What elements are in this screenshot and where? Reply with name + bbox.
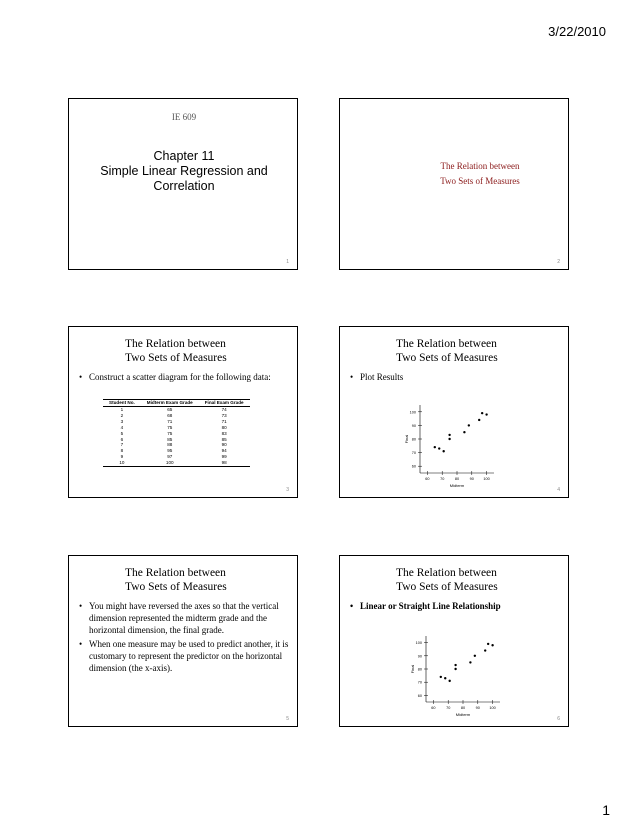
slide-2 xyxy=(339,98,569,270)
data-point xyxy=(440,676,442,678)
slide-4 xyxy=(339,326,569,498)
x-tick-label: 60 xyxy=(425,477,430,481)
data-point xyxy=(442,450,444,452)
table-cell: 5 xyxy=(120,430,124,436)
table-cell: 9 xyxy=(120,454,124,460)
data-point xyxy=(478,419,480,421)
table-cell: 2 xyxy=(120,412,124,418)
data-point xyxy=(463,431,465,433)
bullet-item: • When one measure may be used to predict another, it is customary to represent the predictor on the horizontal dimension (the x-axis). xyxy=(79,638,291,674)
y-tick-label: 80 xyxy=(417,667,422,672)
data-point xyxy=(454,664,456,666)
table-cell: 85 xyxy=(167,436,173,442)
x-tick-label: 100 xyxy=(483,477,490,481)
table-header: Midterm Exam Grade xyxy=(141,400,199,407)
bullet-item: • Construct a scatter diagram for the following data: xyxy=(79,371,291,383)
slide-number: 2 xyxy=(557,259,560,265)
y-tick-label: 100 xyxy=(415,641,422,646)
y-tick-label: 70 xyxy=(411,451,416,456)
table-cell: 85 xyxy=(221,436,227,442)
y-tick-label: 60 xyxy=(411,464,416,469)
grades-table xyxy=(103,399,250,467)
slide-6 xyxy=(339,555,569,727)
page-number: 1 xyxy=(602,802,610,818)
table-cell: 73 xyxy=(221,412,227,418)
table-cell: 4 xyxy=(120,424,124,430)
table-cell: 1 xyxy=(120,407,124,412)
table-cell: 71 xyxy=(221,418,227,424)
table-cell: 98 xyxy=(199,460,250,466)
x-axis-label: Midterm xyxy=(449,483,465,488)
bullet-list xyxy=(79,371,291,385)
table-cell: 6 xyxy=(120,436,124,442)
x-tick-label: 90 xyxy=(475,706,480,710)
data-point xyxy=(448,438,450,440)
bullet-item: • Linear or Straight Line Relationship xyxy=(350,600,562,612)
bullet-list xyxy=(350,371,562,385)
x-tick-label: 80 xyxy=(454,477,460,481)
data-point xyxy=(448,680,450,682)
y-tick-label: 90 xyxy=(411,423,416,428)
y-tick-label: 60 xyxy=(417,693,422,698)
slide-number: 6 xyxy=(557,716,560,722)
slide-1 xyxy=(68,98,298,270)
table-row xyxy=(103,460,250,466)
bullet-list xyxy=(350,600,562,614)
data-point xyxy=(484,649,486,651)
x-tick-label: 70 xyxy=(440,477,445,481)
x-tick-label: 80 xyxy=(460,706,466,710)
slide-5 xyxy=(68,555,298,727)
table-cell: 95 xyxy=(167,448,173,454)
table-cell: 65 xyxy=(167,407,173,412)
x-tick-label: 100 xyxy=(489,706,496,710)
slide-title: The Relation between Two Sets of Measures xyxy=(396,338,498,364)
data-point xyxy=(474,655,476,657)
table-cell: 71 xyxy=(167,418,173,424)
table-header: Final Exam Grade xyxy=(199,400,250,407)
slide-number: 5 xyxy=(286,716,289,722)
x-tick-label: 60 xyxy=(431,706,436,710)
data-point xyxy=(491,644,493,646)
y-tick-label: 90 xyxy=(417,654,422,659)
chapter-title: Chapter 11 Simple Linear Regression and Correlation xyxy=(100,149,268,193)
data-point xyxy=(487,643,489,645)
data-point xyxy=(454,668,456,670)
table-cell: 10 xyxy=(103,460,141,466)
data-point xyxy=(469,661,471,663)
table-cell: 83 xyxy=(221,430,227,436)
table-cell: 100 xyxy=(141,460,199,466)
course-code: IE 609 xyxy=(171,112,197,122)
table-cell: 75 xyxy=(167,430,173,436)
y-tick-label: 100 xyxy=(409,410,416,415)
data-point xyxy=(448,434,450,436)
scatter-plot xyxy=(408,630,508,720)
data-point xyxy=(444,677,446,679)
y-axis-label: Final xyxy=(404,434,409,444)
table-cell: 3 xyxy=(120,418,124,424)
slide-title: The Relation between Two Sets of Measures xyxy=(125,338,227,364)
table-cell: 90 xyxy=(221,442,227,448)
table-cell: 80 xyxy=(221,424,227,430)
data-point xyxy=(468,424,470,426)
table-cell: 8 xyxy=(120,448,124,454)
y-axis-label: Final xyxy=(410,664,415,674)
y-tick-label: 80 xyxy=(411,437,416,442)
table-cell: 74 xyxy=(221,407,227,412)
data-point xyxy=(485,413,487,415)
x-tick-label: 70 xyxy=(446,706,451,710)
slide-title: The Relation between Two Sets of Measures xyxy=(396,567,498,593)
bullet-item: • Plot Results xyxy=(350,371,562,383)
table-cell: 94 xyxy=(221,448,227,454)
slide-title: The Relation between Two Sets of Measures xyxy=(125,567,227,593)
section-heading: The Relation between Two Sets of Measures xyxy=(440,161,520,186)
table-cell: 7 xyxy=(120,442,124,448)
y-tick-label: 70 xyxy=(417,680,422,685)
table-cell: 75 xyxy=(167,424,173,430)
slide-number: 1 xyxy=(286,259,289,265)
slide-number: 3 xyxy=(286,487,289,493)
x-axis-label: Midterm xyxy=(455,712,471,717)
slide-3 xyxy=(68,326,298,498)
header-date: 3/22/2010 xyxy=(548,24,606,39)
table-cell: 68 xyxy=(167,412,173,418)
table-header: Student No. xyxy=(103,400,141,407)
x-tick-label: 90 xyxy=(469,477,474,481)
data-point xyxy=(434,446,436,448)
table-cell: 97 xyxy=(167,454,173,460)
bullet-item: • You might have reversed the axes so that the vertical dimension represented the midterm grade and the horizontal dimension, the final grade. xyxy=(79,600,291,636)
slide-number: 4 xyxy=(557,487,560,493)
scatter-plot xyxy=(402,399,502,491)
bullet-list xyxy=(79,600,291,676)
data-point xyxy=(438,447,440,449)
data-point xyxy=(481,412,483,414)
table-cell: 99 xyxy=(221,454,227,460)
table-cell: 88 xyxy=(167,442,173,448)
